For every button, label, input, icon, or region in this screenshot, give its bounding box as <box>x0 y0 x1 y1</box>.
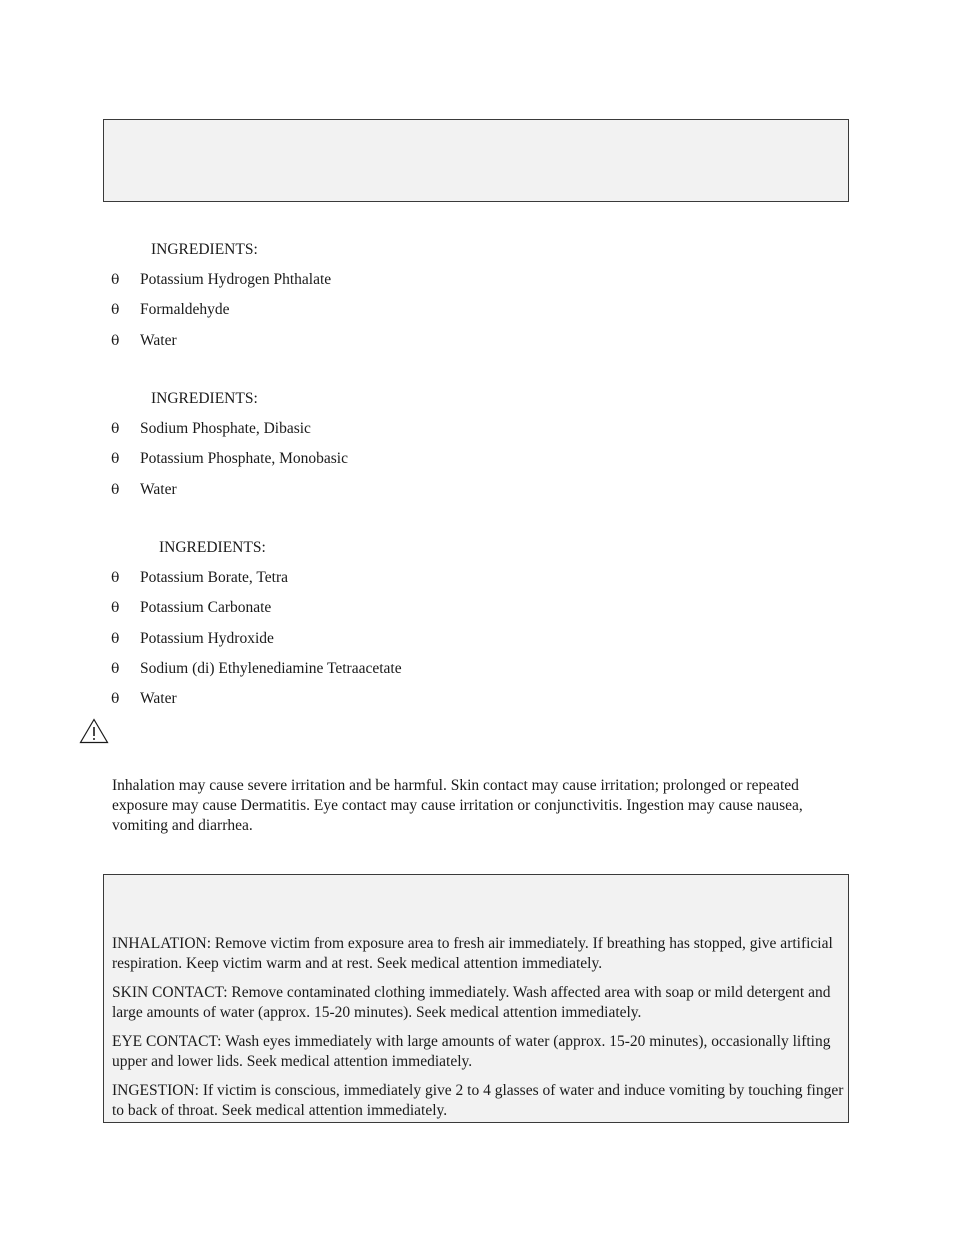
first-aid-eye-contact: EYE CONTACT: Wash eyes immediately with large amounts of water (approx. 15-20 minutes), occasionally lifting upper and lower lids. Seek medical attention immediately. <box>112 1033 831 1070</box>
bullet-icon: θ <box>111 600 120 617</box>
warning-triangle-icon <box>79 718 109 744</box>
bullet-icon: θ <box>111 630 120 647</box>
ingredients-heading-3: INGREDIENTS: <box>159 539 266 556</box>
list-item <box>111 332 331 362</box>
ingredients-heading-2: INGREDIENTS: <box>151 390 258 407</box>
ingredients-heading-1: INGREDIENTS: <box>151 241 258 258</box>
ingredients-list-1 <box>111 271 331 362</box>
bullet-icon: θ <box>111 481 120 498</box>
bullet-icon: θ <box>111 272 120 288</box>
list-item <box>111 271 331 301</box>
bullet-icon: θ <box>111 332 120 349</box>
bullet-icon: θ <box>111 451 120 468</box>
list-item <box>111 301 331 331</box>
bullet-icon: θ <box>111 302 120 319</box>
list-item <box>111 481 348 511</box>
ingredient-name: Potassium Carbonate <box>140 599 272 617</box>
list-item <box>111 690 402 720</box>
header-box <box>103 119 849 202</box>
ingredient-name: Potassium Hydrogen Phthalate <box>140 271 332 288</box>
bullet-icon: θ <box>111 691 120 708</box>
list-item <box>111 450 348 480</box>
ingredient-name: Water <box>140 480 177 498</box>
ingredient-name: Sodium Phosphate, Dibasic <box>140 420 311 437</box>
list-item <box>111 660 402 690</box>
ingredients-list-3 <box>111 569 402 720</box>
first-aid-ingestion: INGESTION: If victim is conscious, immediately give 2 to 4 glasses of water and induce vomiting by touching finger to back of throat. Seek medical attention immediately. <box>112 1082 844 1119</box>
list-item <box>111 569 402 599</box>
list-item <box>111 630 402 660</box>
health-effects-text: Inhalation may cause severe irritation and be harmful. Skin contact may cause irritation; prolonged or repeated exposure may cause Dermatitis. Eye contact may cause irritation or conjunctivitis. Ingestion may cause nausea, vomiting and diarrhea. <box>112 777 803 834</box>
first-aid-inhalation: INHALATION: Remove victim from exposure area to fresh air immediately. If breathing has stopped, give artificial respiration. Keep victim warm and at rest. Seek medical attention immediately. <box>112 935 833 972</box>
ingredient-name: Potassium Hydroxide <box>140 629 274 647</box>
ingredient-name: Potassium Phosphate, Monobasic <box>140 450 348 468</box>
ingredient-name: Sodium (di) Ethylenediamine Tetraacetate <box>140 659 402 677</box>
ingredient-name: Formaldehyde <box>140 301 230 319</box>
bullet-icon: θ <box>111 421 120 437</box>
first-aid-box <box>103 874 849 1123</box>
ingredient-name: Potassium Borate, Tetra <box>140 569 289 586</box>
first-aid-skin-contact: SKIN CONTACT: Remove contaminated clothing immediately. Wash affected area with soap or mild detergent and large amounts of water (approx. 15-20 minutes). Seek medical attention immediately. <box>112 984 831 1021</box>
list-item <box>111 599 402 629</box>
bullet-icon: θ <box>111 570 120 586</box>
bullet-icon: θ <box>111 660 120 677</box>
ingredient-name: Water <box>140 331 177 349</box>
list-item <box>111 420 348 450</box>
ingredient-name: Water <box>140 690 177 708</box>
ingredients-list-2 <box>111 420 348 511</box>
